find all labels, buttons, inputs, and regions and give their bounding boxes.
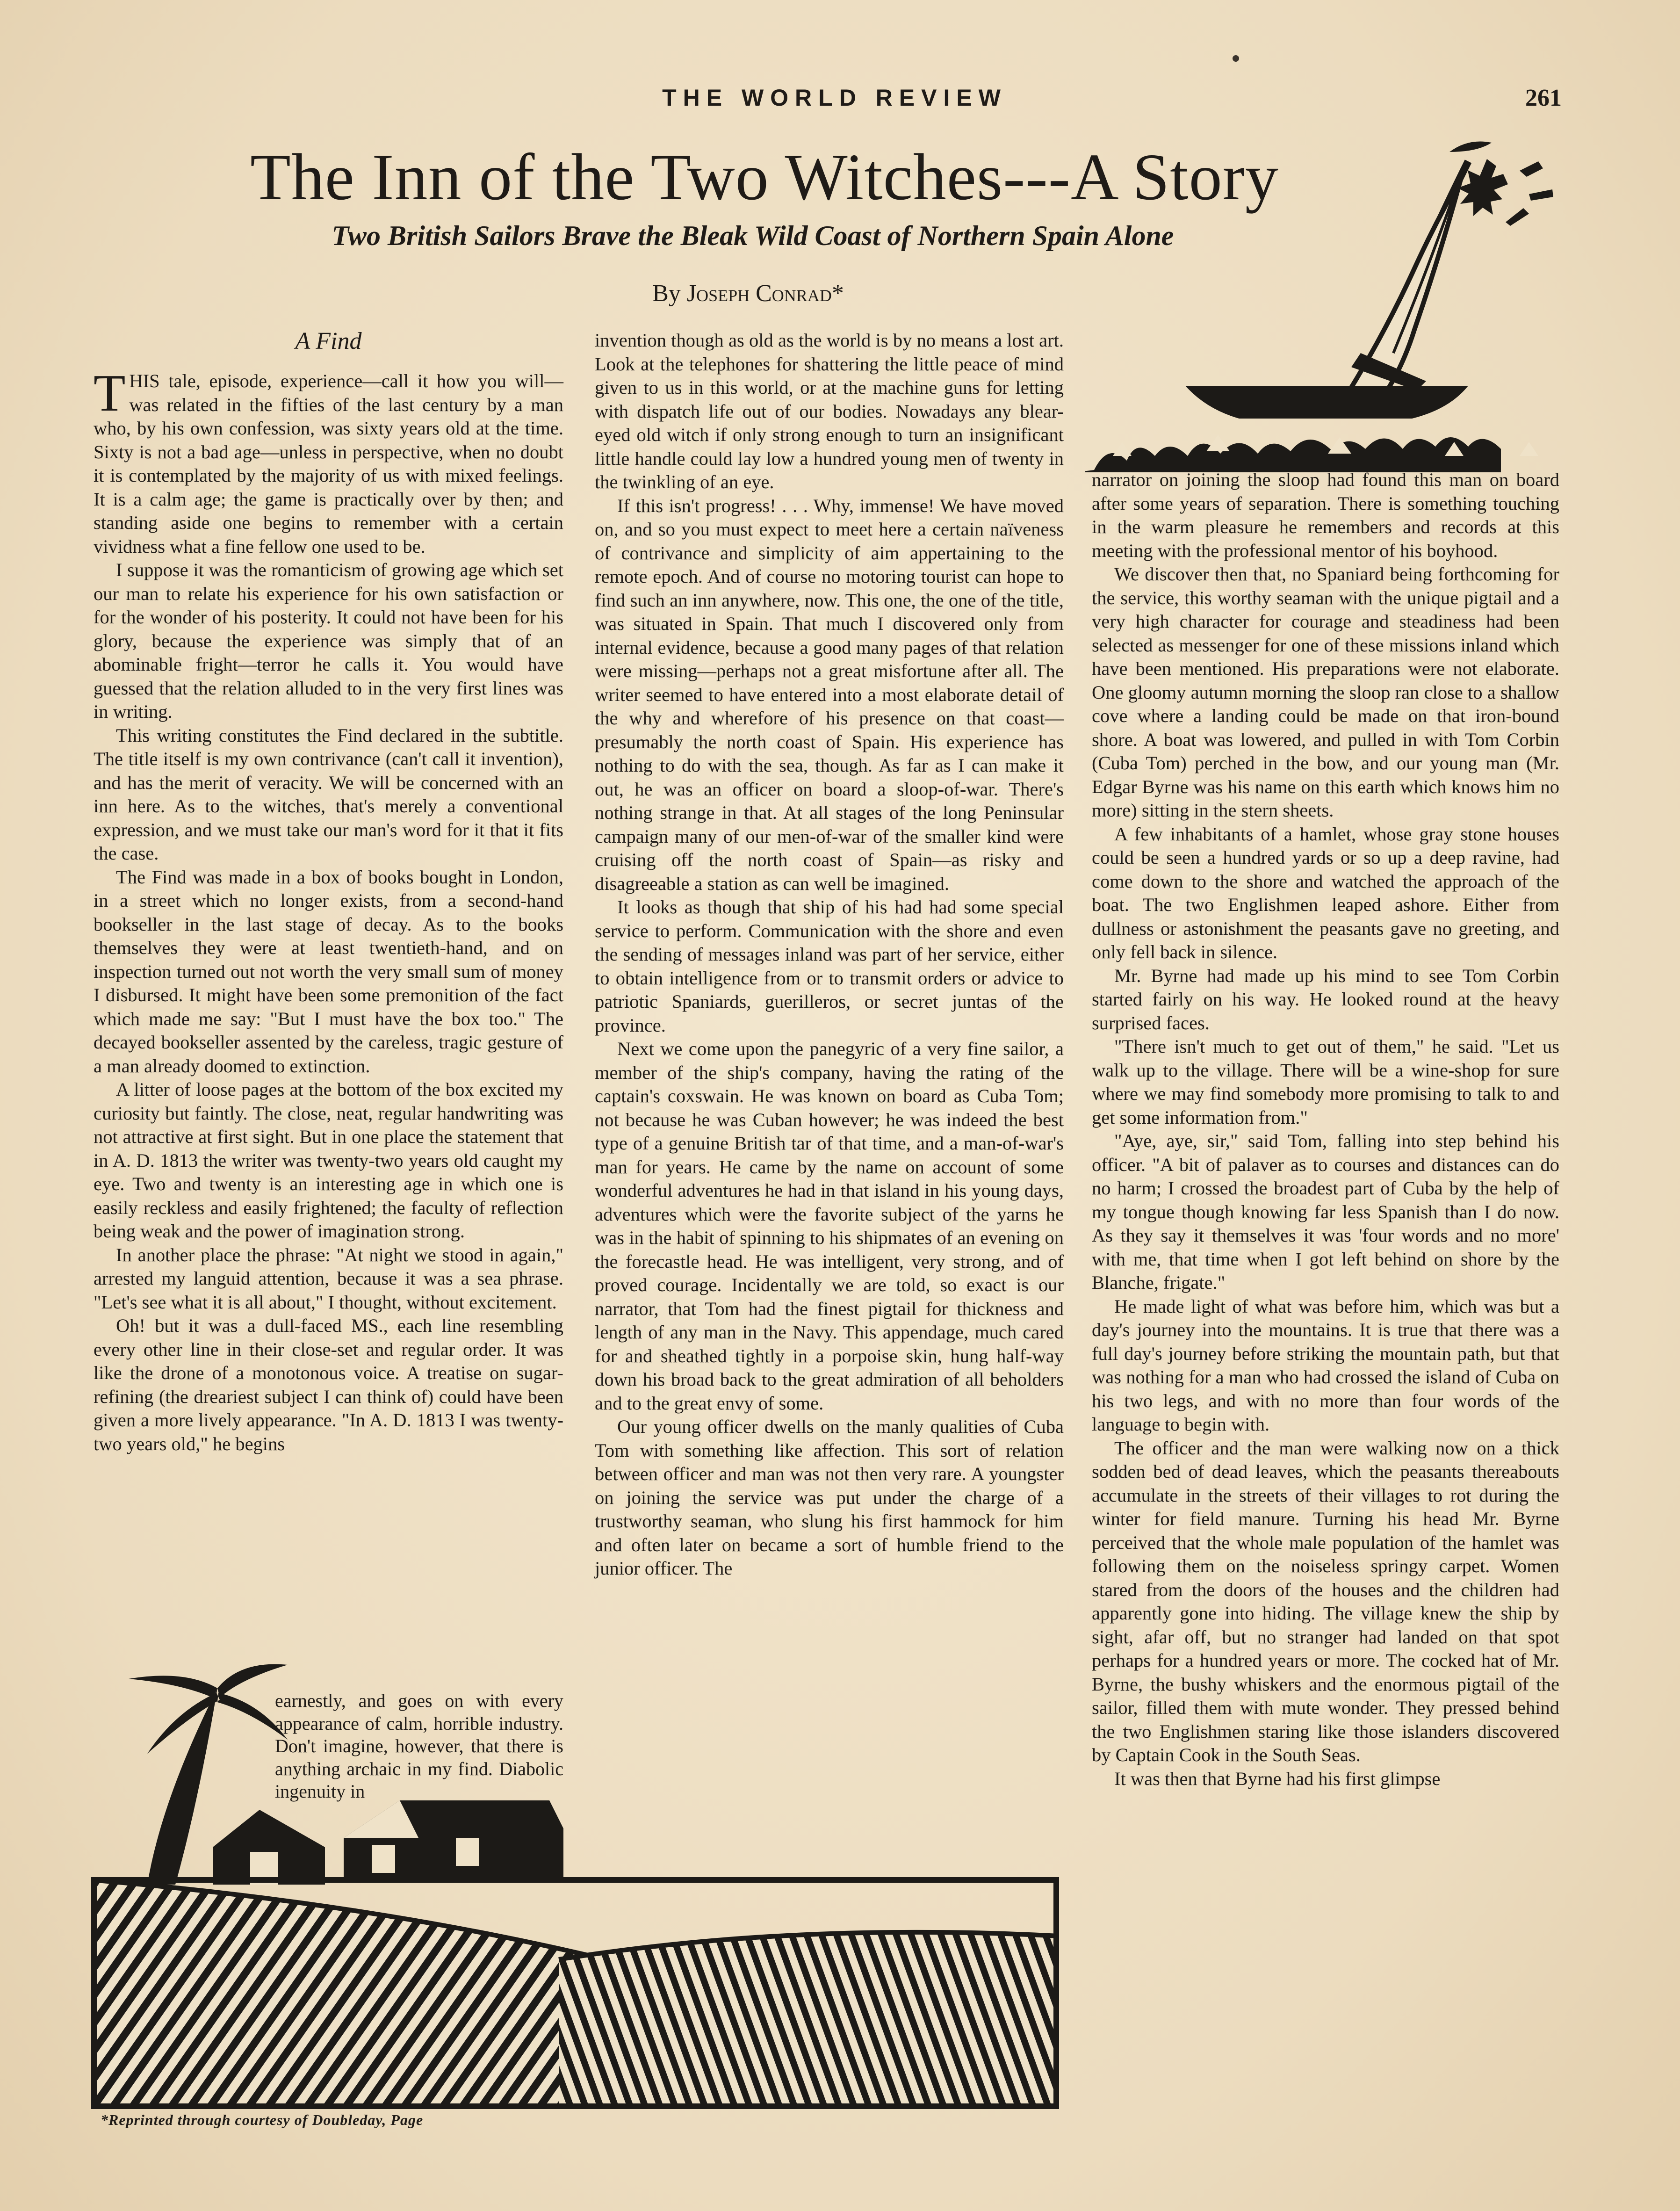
paragraph: He made light of what was before him, which was but a day's journey into the mountains. It is true that there was a full day's journey before striking the mountain path, but that was nothing for a man who had crossed the island of Cuba on his two legs, and with no more than four words of the language to begin with. — [1092, 1295, 1559, 1435]
paragraph: It looks as though that ship of his had had some special service to perform. Communication with the shore and even the sending of messages inland was part of her service, either to obtain intelligence from or to transmit orders or advice to patriotic Spaniards, guerilleros, or secret juntas of the province. — [595, 896, 1064, 1036]
paragraph: We discover then that, no Spaniard being forthcoming for the service, this worthy seaman with the unique pigtail and a very high character for courage and steadiness had been selected as messenger for one of these missions inland which have been mentioned. His preparations were not elaborate. One gloomy autumn morning the sloop ran close to a shallow cove where a landing could be made on that iron-bound shore. A boat was lowered, and pulled in with Tom Corbin (Cuba Tom) perched in the bow, and our young man (Mr. Edgar Byrne was his name on this earth which knows him no more) sitting in the stern sheets. — [1092, 564, 1559, 821]
paragraph: "Aye, aye, sir," said Tom, falling into step behind his officer. "A bit of palaver as to courses and distances can do no harm; I crossed the broadest part of Cuba by the help of my tongue though knowing far less Spanish than I do now. As they say it themselves it was 'four words and no more' with me, that time when I got left behind on shore by the Blanche, frigate." — [1092, 1130, 1559, 1293]
paragraph: A litter of loose pages at the bottom of the box excited my curiosity but faintly. The close, neat, regular handwriting was not attractive at first sight. But in one place the statement that in A. D. 1813 the writer was twenty-two years old caught my eye. Two and twenty is an interesting age in which one is easily reckless and easily frightened; the faculty of reflection being weak and the power of imagination strong. — [94, 1079, 563, 1242]
section-heading: A Find — [295, 328, 362, 354]
paragraph: "There isn't much to get out of them," he said. "Let us walk up to the village. There will be a wine-shop for sure where we may find somebody more promising to talk to and get some information from." — [1092, 1036, 1559, 1128]
sailboat-woodcut — [1085, 133, 1580, 482]
page-speck — [1233, 55, 1239, 62]
paragraph: A few inhabitants of a hamlet, whose gray stone houses could be seen a hundred yards or so up a deep ravine, had come down to the shore and watched the approach of the boat. The two Englishmen leaped ashore. Either from dullness or astonishment the peasants gave no greeting, and only fell back in silence. — [1092, 823, 1559, 962]
paragraph: It was then that Byrne had his first glimpse — [1114, 1768, 1441, 1789]
footnote: *Reprinted through courtesy of Doubleday, Page — [101, 2111, 424, 2128]
paragraph: Oh! but it was a dull-faced MS., each line resembling every other line in their close-set and regular order. It was like the drone of a monotonous voice. A treatise on sugar-refining (the dreariest subject I can think of) could have been given a more lively appearance. "In A. D. 1813 I was twenty-two years old," he begins — [94, 1315, 563, 1454]
page-number: 261 — [1525, 85, 1562, 111]
paragraph: The Find was made in a box of books bought in London, in a street which no longer exists, from a second-hand bookseller in the last stage of decay. As to the books themselves they were at least twentieth-hand, and on inspection turned out not worth the very small sum of money I disbursed. It might have been some premonition of the fact which made me say: "But I must have the box too." The decayed bookseller assented by the careless, tragic gesture of a man already doomed to extinction. — [94, 866, 563, 1077]
article-title: The Inn of the Two Witches---A Story — [250, 140, 1279, 214]
column-2 — [595, 329, 1064, 1581]
paragraph: This writing constitutes the Find declared in the subtitle. The title itself is my own contrivance (can't call it invention), and has the merit of veracity. We will be concerned with an inn here. As to the witches, that's merely a conventional expression, and we must take our man's word for it that it fits the case. — [94, 724, 563, 864]
paragraph: narrator on joining the sloop had found this man on board after some years of separation. There is something touching in the warm pleasure he remembers and records at this meeting with the professional mentor of his boyhood. — [1092, 469, 1559, 561]
paragraph: invention though as old as the world is by no means a lost art. Look at the telephones for shattering the little peace of mind given to us in this world, or at the machine guns for letting with dispatch life out of our bodies. Nowadays any blear-eyed old witch if only strong enough to turn an insignificant little handle could lay low a hundred young men of twenty in the twinkling of an eye. — [595, 330, 1064, 492]
paragraph: The officer and the man were walking now on a thick sodden bed of dead leaves, which the peasants thereabouts accumulate in the streets of their villages to rot during the winter for field manure. Turning his head Mr. Byrne perceived that the whole male population of the hamlet was following them on the noiseless springy carpet. Women stared from the doors of the houses and the children had apparently gone into hiding. The village knew the ship by sight, afar off, but no stranger had landed on that spot perhaps for a hundred years or more. The cocked hat of Mr. Byrne, the bushy whiskers and the enormous pigtail of the sailor, filled them with mute wonder. They pressed behind the two Englishmen staring like those islanders discovered by Captain Cook in the South Seas. — [1092, 1437, 1559, 1765]
column-1 — [94, 364, 563, 1456]
column-3 — [1092, 468, 1559, 1791]
paragraph: If this isn't progress! . . . Why, immense! We have moved on, and so you must expect to meet here a certain naïveness of contrivance and simplicity of aim appertaining to the remote epoch. And of course no motoring tourist can hope to find such an inn anywhere, now. This one, the one of the title, was situated in Spain. That much I discovered only from internal evidence, because a good many pages of that relation were missing—perhaps not a great misfortune after all. The writer seemed to have entered into a most elaborate detail of the why and wherefore of his presence on that coast—presumably the north coast of Spain. His experience has nothing to do with the sea, though. As far as I can make it out, he was an officer on board a sloop-of-war. There's nothing strange in that. At all stages of the long Peninsular campaign many of our men-of-war of the smaller kind were cruising off the north coast of Spain—as risky and disagreeable a station as can well be imagined. — [595, 495, 1064, 894]
paragraph: THIS tale, episode, experience—call it how you will—was related in the fifties of the last century by a man who, by his own confession, was sixty years old at the time. Sixty is not a bad age—unless in perspective, when no doubt it is contemplated by the majority of us with mixed feelings. It is a calm age; the game is practically over by then; and standing aside one begins to remember with a certain vividness what a fine fellow one used to be. — [94, 364, 563, 557]
paragraph: In another place the phrase: "At night we stood in again," arrested my languid attention, because it was a sea phrase. "Let's see what it is all about," I thought, without excitement. — [94, 1244, 563, 1313]
byline — [561, 280, 935, 307]
byline-author: Joseph Conrad* — [686, 280, 844, 307]
paragraph: I suppose it was the romanticism of growing age which set our man to relate his experience for his own satisfaction or for the wonder of his posterity. It could not have been for his glory, because the experience was simply that of an abominable fright—terror he calls it. You would have guessed that the relation alluded to in the very first lines was in writing. — [94, 559, 563, 722]
byline-by: By — [652, 280, 681, 307]
drop-cap: T — [94, 364, 126, 422]
article-subtitle: Two British Sailors Brave the Bleak Wild Coast of Northern Spain Alone — [332, 220, 1174, 251]
paragraph: Our young officer dwells on the manly qualities of Cuba Tom with something like affection. This sort of relation between officer and man was not then very rare. A youngster on joining the service was put under the charge of a trustworthy seaman, who slung his first hammock for him and often later on became a sort of humble friend to the junior officer. The — [595, 1416, 1064, 1579]
paragraph: earnestly, and goes on with every appearance of calm, horrible industry. Don't imagine, however, that there is anything archaic in my find. Diabolic ingenuity in — [275, 1690, 563, 1802]
running-head: THE WORLD REVIEW — [662, 85, 1007, 111]
paragraph: Mr. Byrne had made up his mind to see Tom Corbin started fairly on his way. He looked round at the heavy surprised faces. — [1092, 965, 1559, 1033]
coast-woodcut — [91, 1660, 1059, 2109]
paragraph: Next we come upon the panegyric of a very fine sailor, a member of the ship's company, having the rating of the captain's coxswain. He was known on board as Cuba Tom; not because he was Cuban however; he was indeed the best type of a genuine British tar of that time, and a man-of-war's man for years. He came by the name on account of some wonderful adventures he had in that island in his young days, adventures which were the favorite subject of the yarns he was in the habit of spinning to his shipmates of an evening on the forecastle head. He was intelligent, very strong, and of proved courage. Incidentally we are told, so exact is our narrator, that Tom had the finest pigtail for thickness and length of any man in the Navy. This appendage, much cared for and sheathed tightly in a porpoise skin, hung half-way down his broad back to the great admiration of all beholders and to the great envy of some. — [595, 1038, 1064, 1414]
